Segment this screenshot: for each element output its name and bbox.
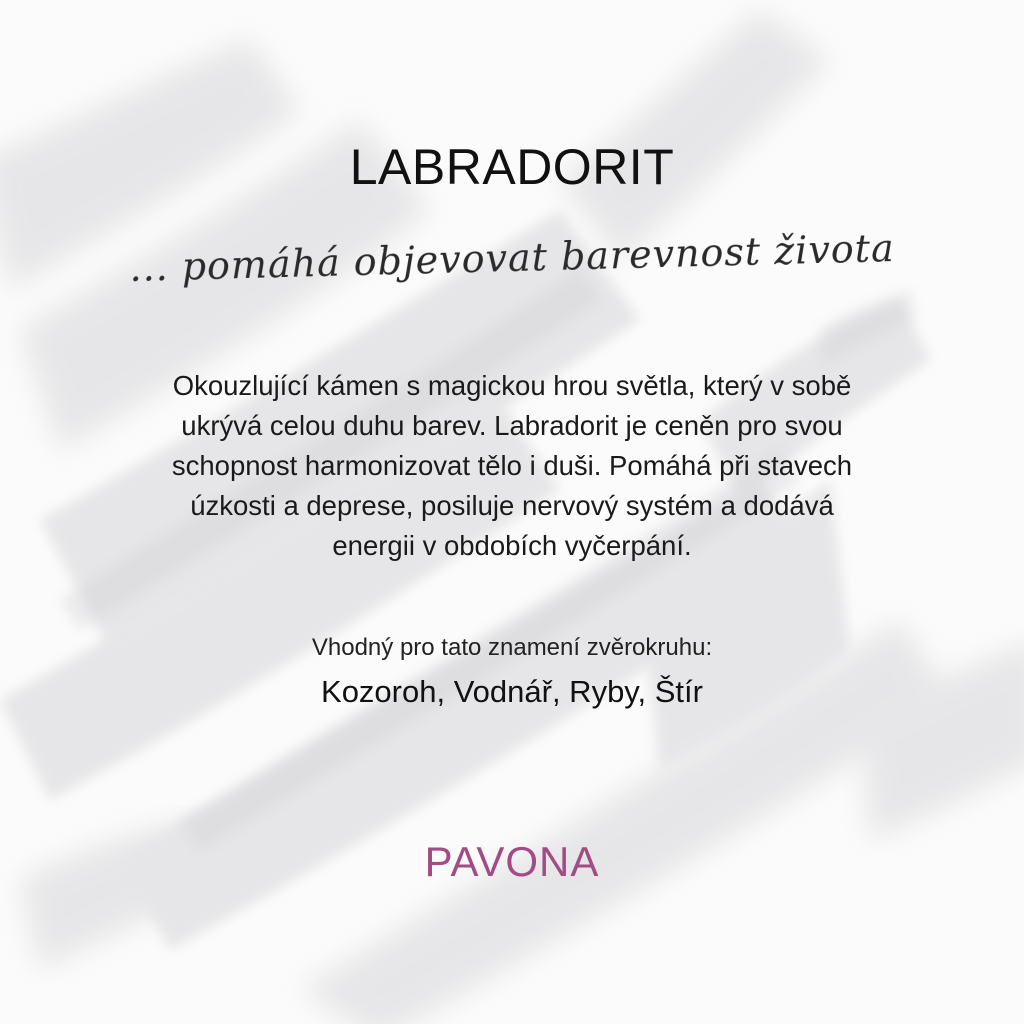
description-line: energii v obdobích vyčerpání. bbox=[332, 530, 692, 561]
description bbox=[62, 366, 962, 566]
product-title: LABRADORIT bbox=[349, 139, 675, 195]
tagline: ... pomáhá objevovat barevnost života bbox=[128, 225, 896, 291]
zodiac-label: Vhodný pro tato znamení zvěrokruhu: bbox=[311, 634, 713, 661]
description-line: Okouzlující kámen s magickou hrou světla, který v sobě bbox=[172, 370, 852, 401]
brand-logo: PAVONA bbox=[424, 838, 600, 885]
description-line: schopnost harmonizovat tělo i duši. Pomáhá při stavech bbox=[171, 450, 853, 481]
zodiac-signs: Kozoroh, Vodnář, Ryby, Štír bbox=[321, 674, 703, 709]
description-line: ukrývá celou duhu barev. Labradorit je ceněn pro svou bbox=[181, 410, 843, 441]
description-line: úzkosti a deprese, posiluje nervový systém a dodává bbox=[190, 490, 834, 521]
